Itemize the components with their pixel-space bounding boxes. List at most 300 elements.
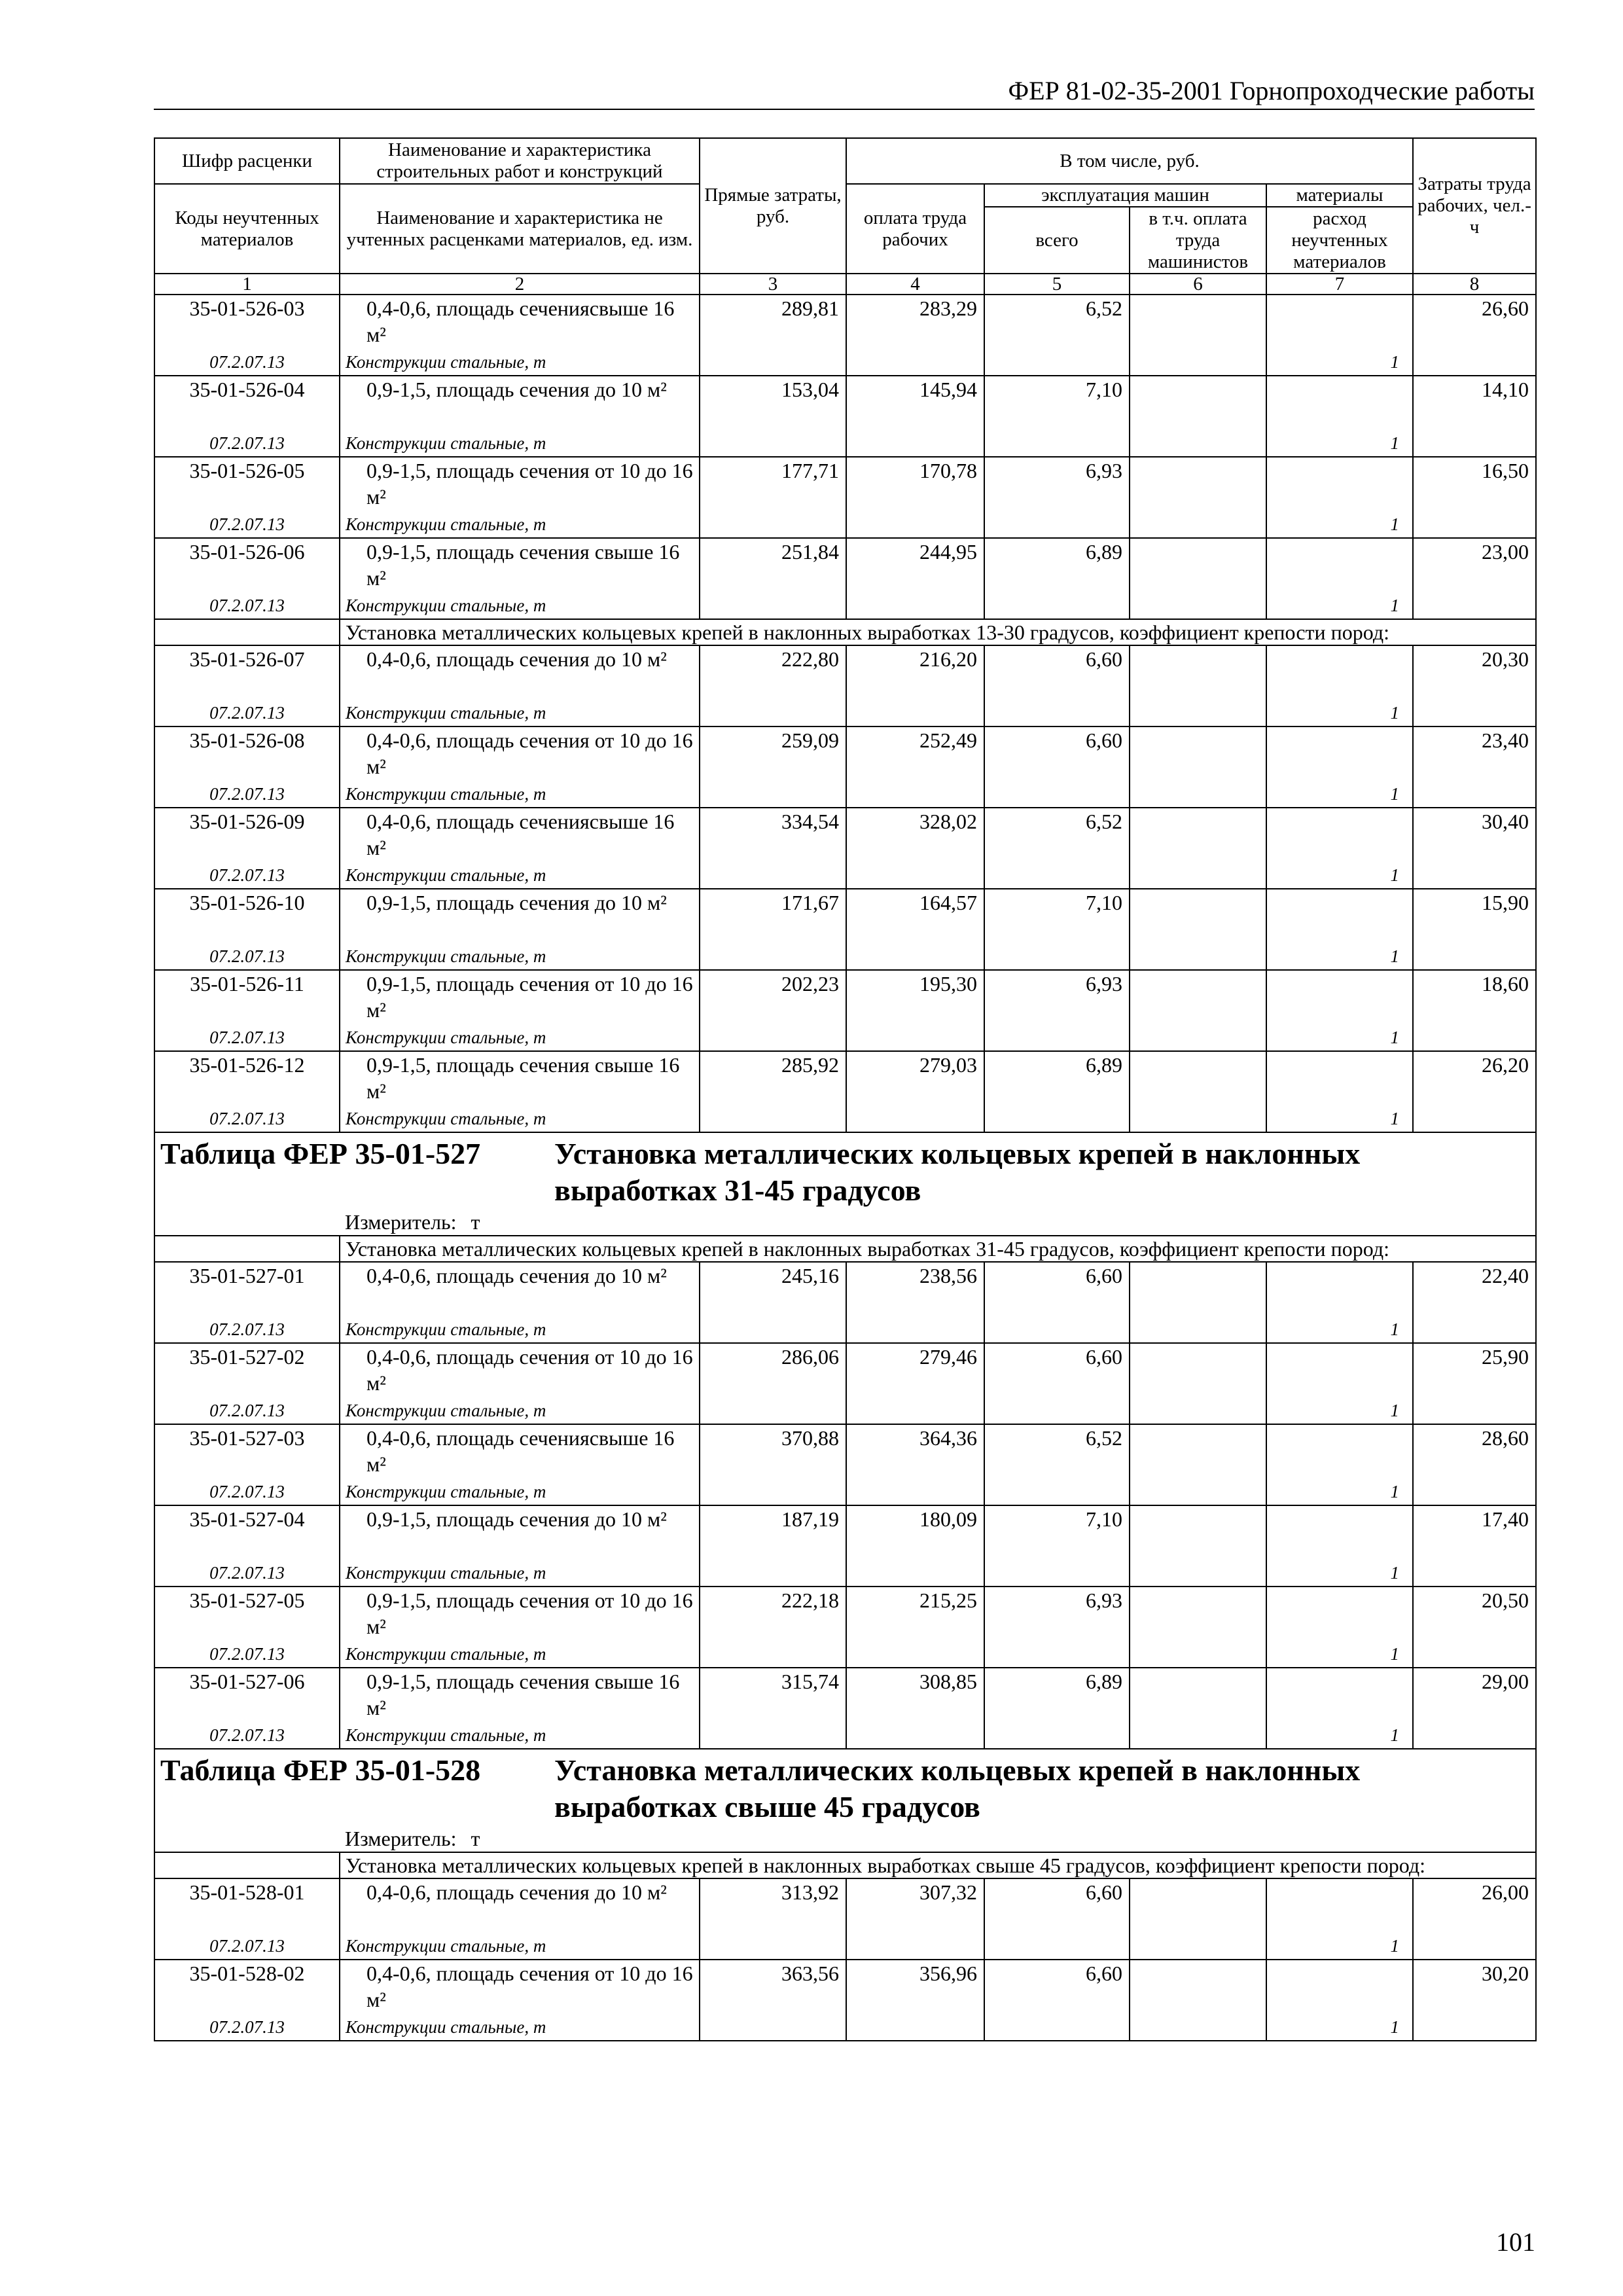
- material-name: Конструкции стальные, т: [340, 430, 700, 457]
- material-code: 07.2.07.13: [154, 781, 340, 808]
- empty-cell: [984, 1316, 1130, 1343]
- labor-hours: 17,40: [1413, 1505, 1536, 1560]
- rates-table: [154, 137, 1537, 2041]
- machines-total: 7,10: [984, 889, 1130, 943]
- material-name: Конструкции стальные, т: [340, 1479, 700, 1505]
- empty-cell: [1130, 2014, 1266, 2041]
- machines-labor: [1130, 726, 1266, 781]
- empty-cell: [700, 700, 846, 726]
- empty-cell: [1413, 1641, 1536, 1668]
- machines-labor: [1130, 538, 1266, 592]
- labor-pay: 164,57: [846, 889, 984, 943]
- material-row: [154, 592, 1536, 619]
- header-labor-costs: Затраты труда рабочих, чел.-ч: [1413, 138, 1536, 274]
- rate-row: [154, 970, 1536, 1024]
- labor-pay: 216,20: [846, 645, 984, 700]
- empty-cell: [846, 511, 984, 538]
- empty-cell: [700, 1397, 846, 1424]
- direct-costs: 363,56: [700, 1960, 846, 2014]
- labor-pay: 215,25: [846, 1587, 984, 1641]
- empty-cell: [984, 592, 1130, 619]
- material-quantity: 1: [1266, 943, 1413, 970]
- rate-code: 35-01-526-09: [154, 808, 340, 862]
- rate-row: [154, 538, 1536, 592]
- material-row: [154, 1933, 1536, 1960]
- machines-labor: [1130, 1262, 1266, 1316]
- direct-costs: 315,74: [700, 1668, 846, 1722]
- rate-code: 35-01-526-05: [154, 457, 340, 511]
- materials-uncounted: [1266, 1424, 1413, 1479]
- material-quantity: 1: [1266, 1933, 1413, 1960]
- materials-uncounted: [1266, 1343, 1413, 1397]
- labor-hours: 25,90: [1413, 1343, 1536, 1397]
- empty-cell: [984, 1397, 1130, 1424]
- rate-row: [154, 1505, 1536, 1560]
- labor-pay: 170,78: [846, 457, 984, 511]
- rate-code: 35-01-527-01: [154, 1262, 340, 1316]
- empty-cell: [984, 1024, 1130, 1051]
- empty-cell: [700, 511, 846, 538]
- empty-cell: [1413, 700, 1536, 726]
- machines-labor: [1130, 1587, 1266, 1641]
- empty-cell: [1130, 1641, 1266, 1668]
- rate-name: 0,4-0,6, площадь сечения от 10 до 16 м²: [340, 1343, 700, 1397]
- material-quantity: 1: [1266, 511, 1413, 538]
- material-row: [154, 700, 1536, 726]
- empty-cell: [846, 1722, 984, 1749]
- material-row: [154, 1397, 1536, 1424]
- group-heading: Установка металлических кольцевых крепей в наклонных выработках 13-30 градусов, коэффициент крепости пород:: [340, 619, 1536, 645]
- machines-labor: [1130, 970, 1266, 1024]
- empty-cell: [984, 943, 1130, 970]
- direct-costs: 187,19: [700, 1505, 846, 1560]
- material-code: 07.2.07.13: [154, 349, 340, 376]
- direct-costs: 313,92: [700, 1878, 846, 1933]
- empty-cell: [984, 700, 1130, 726]
- material-row: [154, 943, 1536, 970]
- labor-hours: 23,00: [1413, 538, 1536, 592]
- rate-code: 35-01-526-08: [154, 726, 340, 781]
- rate-name: 0,4-0,6, площадь сечения до 10 м²: [340, 645, 700, 700]
- labor-hours: 14,10: [1413, 376, 1536, 430]
- empty-cell: [984, 511, 1130, 538]
- materials-uncounted: [1266, 1505, 1413, 1560]
- material-quantity: 1: [1266, 1105, 1413, 1132]
- rate-name: 0,4-0,6, площадь сечения от 10 до 16 м²: [340, 726, 700, 781]
- rate-code: 35-01-526-11: [154, 970, 340, 1024]
- group-row: [154, 1236, 1536, 1262]
- direct-costs: 222,18: [700, 1587, 846, 1641]
- materials-uncounted: [1266, 808, 1413, 862]
- machines-total: 6,60: [984, 645, 1130, 700]
- labor-hours: 26,00: [1413, 1878, 1536, 1933]
- rate-code: 35-01-528-02: [154, 1960, 340, 2014]
- direct-costs: 202,23: [700, 970, 846, 1024]
- machines-total: 6,93: [984, 970, 1130, 1024]
- material-name: Конструкции стальные, т: [340, 349, 700, 376]
- material-row: [154, 2014, 1536, 2041]
- empty-cell: [700, 1316, 846, 1343]
- labor-pay: 279,46: [846, 1343, 984, 1397]
- section-row: [154, 1749, 1536, 1852]
- material-code: 07.2.07.13: [154, 1722, 340, 1749]
- material-quantity: 1: [1266, 1560, 1413, 1587]
- empty-cell: [984, 1722, 1130, 1749]
- empty-cell: [984, 1560, 1130, 1587]
- empty-cell: [1130, 1933, 1266, 1960]
- rate-row: [154, 457, 1536, 511]
- rate-name: 0,9-1,5, площадь сечения до 10 м²: [340, 889, 700, 943]
- empty-cell: [984, 430, 1130, 457]
- empty-cell: [1413, 430, 1536, 457]
- rate-row: [154, 1960, 1536, 2014]
- machines-labor: [1130, 295, 1266, 349]
- empty-cell: [700, 1722, 846, 1749]
- material-code: 07.2.07.13: [154, 592, 340, 619]
- group-heading: Установка металлических кольцевых крепей в наклонных выработках 31-45 градусов, коэффициент крепости пород:: [340, 1236, 1536, 1262]
- labor-pay: 283,29: [846, 295, 984, 349]
- empty-cell: [1130, 781, 1266, 808]
- empty-cell: [984, 862, 1130, 889]
- empty-cell: [1130, 1560, 1266, 1587]
- rate-code: 35-01-527-05: [154, 1587, 340, 1641]
- rate-name: 0,9-1,5, площадь сечения от 10 до 16 м²: [340, 970, 700, 1024]
- material-code: 07.2.07.13: [154, 1316, 340, 1343]
- machines-total: 6,60: [984, 1960, 1130, 2014]
- empty-cell: [984, 349, 1130, 376]
- empty-cell: [984, 781, 1130, 808]
- header-mat-codes: Коды неучтенных материалов: [154, 184, 340, 274]
- material-code: 07.2.07.13: [154, 2014, 340, 2041]
- machines-labor: [1130, 645, 1266, 700]
- empty-cell: [1413, 1722, 1536, 1749]
- materials-uncounted: [1266, 457, 1413, 511]
- col-number: 4: [846, 274, 984, 295]
- material-quantity: 1: [1266, 349, 1413, 376]
- materials-uncounted: [1266, 726, 1413, 781]
- material-name: Конструкции стальные, т: [340, 862, 700, 889]
- labor-hours: 22,40: [1413, 1262, 1536, 1316]
- rate-name: 0,9-1,5, площадь сечения свыше 16 м²: [340, 1051, 700, 1105]
- material-quantity: 1: [1266, 430, 1413, 457]
- material-name: Конструкции стальные, т: [340, 1560, 700, 1587]
- material-code: 07.2.07.13: [154, 430, 340, 457]
- direct-costs: 286,06: [700, 1343, 846, 1397]
- empty-cell: [846, 1641, 984, 1668]
- header-direct-costs: Прямые затраты, руб.: [700, 138, 846, 274]
- empty-cell: [700, 592, 846, 619]
- empty-cell: [1130, 700, 1266, 726]
- material-row: [154, 862, 1536, 889]
- empty-cell: [1130, 349, 1266, 376]
- rate-row: [154, 889, 1536, 943]
- empty-cell: [1413, 1024, 1536, 1051]
- empty-cell: [1130, 1722, 1266, 1749]
- materials-uncounted: [1266, 376, 1413, 430]
- materials-uncounted: [1266, 1262, 1413, 1316]
- rate-row: [154, 1051, 1536, 1105]
- header-including: В том числе, руб.: [846, 138, 1413, 184]
- machines-labor: [1130, 889, 1266, 943]
- empty-cell: [1413, 1105, 1536, 1132]
- col-number: 8: [1413, 274, 1536, 295]
- empty-cell: [700, 349, 846, 376]
- material-name: Конструкции стальные, т: [340, 943, 700, 970]
- unit-label: Измеритель:: [345, 1210, 457, 1234]
- material-quantity: 1: [1266, 1024, 1413, 1051]
- labor-hours: 29,00: [1413, 1668, 1536, 1722]
- direct-costs: 259,09: [700, 726, 846, 781]
- empty-cell: [1130, 1397, 1266, 1424]
- empty-cell: [154, 1236, 340, 1262]
- col-number: 1: [154, 274, 340, 295]
- direct-costs: 171,67: [700, 889, 846, 943]
- empty-cell: [1130, 430, 1266, 457]
- empty-cell: [1413, 511, 1536, 538]
- empty-cell: [700, 1560, 846, 1587]
- empty-cell: [984, 1933, 1130, 1960]
- empty-cell: [846, 1105, 984, 1132]
- empty-cell: [846, 781, 984, 808]
- direct-costs: 285,92: [700, 1051, 846, 1105]
- labor-pay: 356,96: [846, 1960, 984, 2014]
- material-row: [154, 781, 1536, 808]
- material-code: 07.2.07.13: [154, 1397, 340, 1424]
- empty-cell: [1130, 862, 1266, 889]
- material-code: 07.2.07.13: [154, 700, 340, 726]
- header-materials: материалы: [1266, 184, 1413, 207]
- empty-cell: [1413, 1397, 1536, 1424]
- material-quantity: 1: [1266, 1722, 1413, 1749]
- empty-cell: [846, 1933, 984, 1960]
- rate-row: [154, 645, 1536, 700]
- col-number: 6: [1130, 274, 1266, 295]
- rate-row: [154, 726, 1536, 781]
- material-row: [154, 349, 1536, 376]
- direct-costs: 370,88: [700, 1424, 846, 1479]
- empty-cell: [700, 1024, 846, 1051]
- empty-cell: [700, 1105, 846, 1132]
- material-row: [154, 1560, 1536, 1587]
- material-code: 07.2.07.13: [154, 1933, 340, 1960]
- rate-name: 0,9-1,5, площадь сечения свыше 16 м²: [340, 1668, 700, 1722]
- header-machines: эксплуатация машин: [984, 184, 1266, 207]
- materials-uncounted: [1266, 1668, 1413, 1722]
- machines-total: 6,93: [984, 1587, 1130, 1641]
- empty-cell: [1413, 592, 1536, 619]
- empty-cell: [1413, 943, 1536, 970]
- header-machines-total: всего: [984, 207, 1130, 274]
- labor-hours: 30,20: [1413, 1960, 1536, 2014]
- machines-total: 6,52: [984, 295, 1130, 349]
- machines-labor: [1130, 1505, 1266, 1560]
- empty-cell: [846, 862, 984, 889]
- header-machines-labor: в т.ч. оплата труда машинистов: [1130, 207, 1266, 274]
- empty-cell: [846, 1024, 984, 1051]
- material-name: Конструкции стальные, т: [340, 1933, 700, 1960]
- empty-cell: [1413, 1479, 1536, 1505]
- machines-labor: [1130, 1878, 1266, 1933]
- materials-uncounted: [1266, 1051, 1413, 1105]
- rate-name: 0,9-1,5, площадь сечения до 10 м²: [340, 1505, 700, 1560]
- machines-total: 6,89: [984, 538, 1130, 592]
- header-row-1: [154, 138, 1536, 184]
- machines-labor: [1130, 376, 1266, 430]
- rate-name: 0,9-1,5, площадь сечения от 10 до 16 м²: [340, 1587, 700, 1641]
- labor-pay: 308,85: [846, 1668, 984, 1722]
- empty-cell: [984, 1105, 1130, 1132]
- machines-labor: [1130, 1668, 1266, 1722]
- direct-costs: 245,16: [700, 1262, 846, 1316]
- material-quantity: 1: [1266, 1641, 1413, 1668]
- col-number: 7: [1266, 274, 1413, 295]
- direct-costs: 177,71: [700, 457, 846, 511]
- materials-uncounted: [1266, 295, 1413, 349]
- rate-code: 35-01-527-02: [154, 1343, 340, 1397]
- machines-labor: [1130, 1960, 1266, 2014]
- section-unit: [155, 1209, 1535, 1235]
- section-name: Установка металлических кольцевых крепей в наклонных выработках 31-45 градусов: [554, 1137, 1361, 1207]
- section-number: Таблица ФЕР 35-01-527: [160, 1137, 481, 1170]
- rate-row: [154, 295, 1536, 349]
- machines-total: 6,52: [984, 1424, 1130, 1479]
- empty-cell: [1130, 1024, 1266, 1051]
- machines-labor: [1130, 1051, 1266, 1105]
- labor-hours: 26,60: [1413, 295, 1536, 349]
- labor-pay: 195,30: [846, 970, 984, 1024]
- material-quantity: 1: [1266, 1316, 1413, 1343]
- labor-pay: 145,94: [846, 376, 984, 430]
- empty-cell: [846, 1560, 984, 1587]
- rate-code: 35-01-526-10: [154, 889, 340, 943]
- rate-name: 0,4-0,6, площадь сечениясвыше 16 м²: [340, 1424, 700, 1479]
- material-row: [154, 1105, 1536, 1132]
- empty-cell: [1130, 1479, 1266, 1505]
- rate-name: 0,4-0,6, площадь сечения до 10 м²: [340, 1878, 700, 1933]
- header-materials-uncounted: расход неучтенных материалов: [1266, 207, 1413, 274]
- labor-pay: 252,49: [846, 726, 984, 781]
- material-row: [154, 1641, 1536, 1668]
- machines-total: 6,60: [984, 1878, 1130, 1933]
- material-code: 07.2.07.13: [154, 862, 340, 889]
- material-name: Конструкции стальные, т: [340, 1641, 700, 1668]
- materials-uncounted: [1266, 1960, 1413, 2014]
- rate-row: [154, 1424, 1536, 1479]
- unit-value: т: [471, 1210, 480, 1234]
- empty-cell: [846, 1479, 984, 1505]
- direct-costs: 289,81: [700, 295, 846, 349]
- col-number: 5: [984, 274, 1130, 295]
- machines-total: 6,89: [984, 1051, 1130, 1105]
- empty-cell: [846, 430, 984, 457]
- materials-uncounted: [1266, 1587, 1413, 1641]
- material-code: 07.2.07.13: [154, 511, 340, 538]
- empty-cell: [700, 781, 846, 808]
- section-title: [155, 1133, 1535, 1209]
- material-name: Конструкции стальные, т: [340, 511, 700, 538]
- material-name: Конструкции стальные, т: [340, 1397, 700, 1424]
- machines-labor: [1130, 1424, 1266, 1479]
- empty-cell: [154, 1852, 340, 1878]
- machines-total: 7,10: [984, 376, 1130, 430]
- material-quantity: 1: [1266, 592, 1413, 619]
- material-code: 07.2.07.13: [154, 1560, 340, 1587]
- empty-cell: [700, 862, 846, 889]
- materials-uncounted: [1266, 970, 1413, 1024]
- rate-row: [154, 1343, 1536, 1397]
- materials-uncounted: [1266, 1878, 1413, 1933]
- col-number: 2: [340, 274, 700, 295]
- rate-row: [154, 376, 1536, 430]
- empty-cell: [1130, 1105, 1266, 1132]
- material-name: Конструкции стальные, т: [340, 1105, 700, 1132]
- col-number: 3: [700, 274, 846, 295]
- material-name: Конструкции стальные, т: [340, 1722, 700, 1749]
- machines-labor: [1130, 457, 1266, 511]
- material-code: 07.2.07.13: [154, 1024, 340, 1051]
- header-mat-names: Наименование и характеристика не учтенных расценками материалов, ед. изм.: [340, 184, 700, 274]
- labor-pay: 238,56: [846, 1262, 984, 1316]
- section-cell: [154, 1749, 1536, 1852]
- empty-cell: [1130, 943, 1266, 970]
- empty-cell: [1413, 2014, 1536, 2041]
- material-code: 07.2.07.13: [154, 1105, 340, 1132]
- header-code: Шифр расценки: [154, 138, 340, 184]
- machines-total: 6,60: [984, 1343, 1130, 1397]
- material-code: 07.2.07.13: [154, 1641, 340, 1668]
- empty-cell: [846, 943, 984, 970]
- header-col-numbers: [154, 274, 1536, 295]
- labor-pay: 279,03: [846, 1051, 984, 1105]
- labor-hours: 18,60: [1413, 970, 1536, 1024]
- material-code: 07.2.07.13: [154, 1479, 340, 1505]
- material-name: Конструкции стальные, т: [340, 700, 700, 726]
- direct-costs: 222,80: [700, 645, 846, 700]
- empty-cell: [846, 1316, 984, 1343]
- machines-labor: [1130, 1343, 1266, 1397]
- rate-code: 35-01-527-06: [154, 1668, 340, 1722]
- rate-code: 35-01-528-01: [154, 1878, 340, 1933]
- labor-hours: 20,30: [1413, 645, 1536, 700]
- machines-total: 7,10: [984, 1505, 1130, 1560]
- rate-code: 35-01-527-03: [154, 1424, 340, 1479]
- rate-name: 0,9-1,5, площадь сечения до 10 м²: [340, 376, 700, 430]
- empty-cell: [984, 1641, 1130, 1668]
- rate-name: 0,4-0,6, площадь сечениясвыше 16 м²: [340, 808, 700, 862]
- rate-row: [154, 1587, 1536, 1641]
- page-number: 101: [1496, 2227, 1535, 2257]
- material-name: Конструкции стальные, т: [340, 2014, 700, 2041]
- direct-costs: 251,84: [700, 538, 846, 592]
- running-header: ФЕР 81-02-35-2001 Горнопроходческие работы: [154, 73, 1535, 110]
- labor-hours: 16,50: [1413, 457, 1536, 511]
- materials-uncounted: [1266, 645, 1413, 700]
- empty-cell: [1130, 511, 1266, 538]
- empty-cell: [700, 943, 846, 970]
- labor-hours: 28,60: [1413, 1424, 1536, 1479]
- group-row: [154, 619, 1536, 645]
- header-labor-pay: оплата труда рабочих: [846, 184, 984, 274]
- unit-label: Измеритель:: [345, 1827, 457, 1850]
- materials-uncounted: [1266, 889, 1413, 943]
- labor-hours: 15,90: [1413, 889, 1536, 943]
- material-name: Конструкции стальные, т: [340, 1316, 700, 1343]
- material-row: [154, 511, 1536, 538]
- material-name: Конструкции стальные, т: [340, 1024, 700, 1051]
- empty-cell: [700, 1479, 846, 1505]
- material-quantity: 1: [1266, 700, 1413, 726]
- section-cell: [154, 1132, 1536, 1236]
